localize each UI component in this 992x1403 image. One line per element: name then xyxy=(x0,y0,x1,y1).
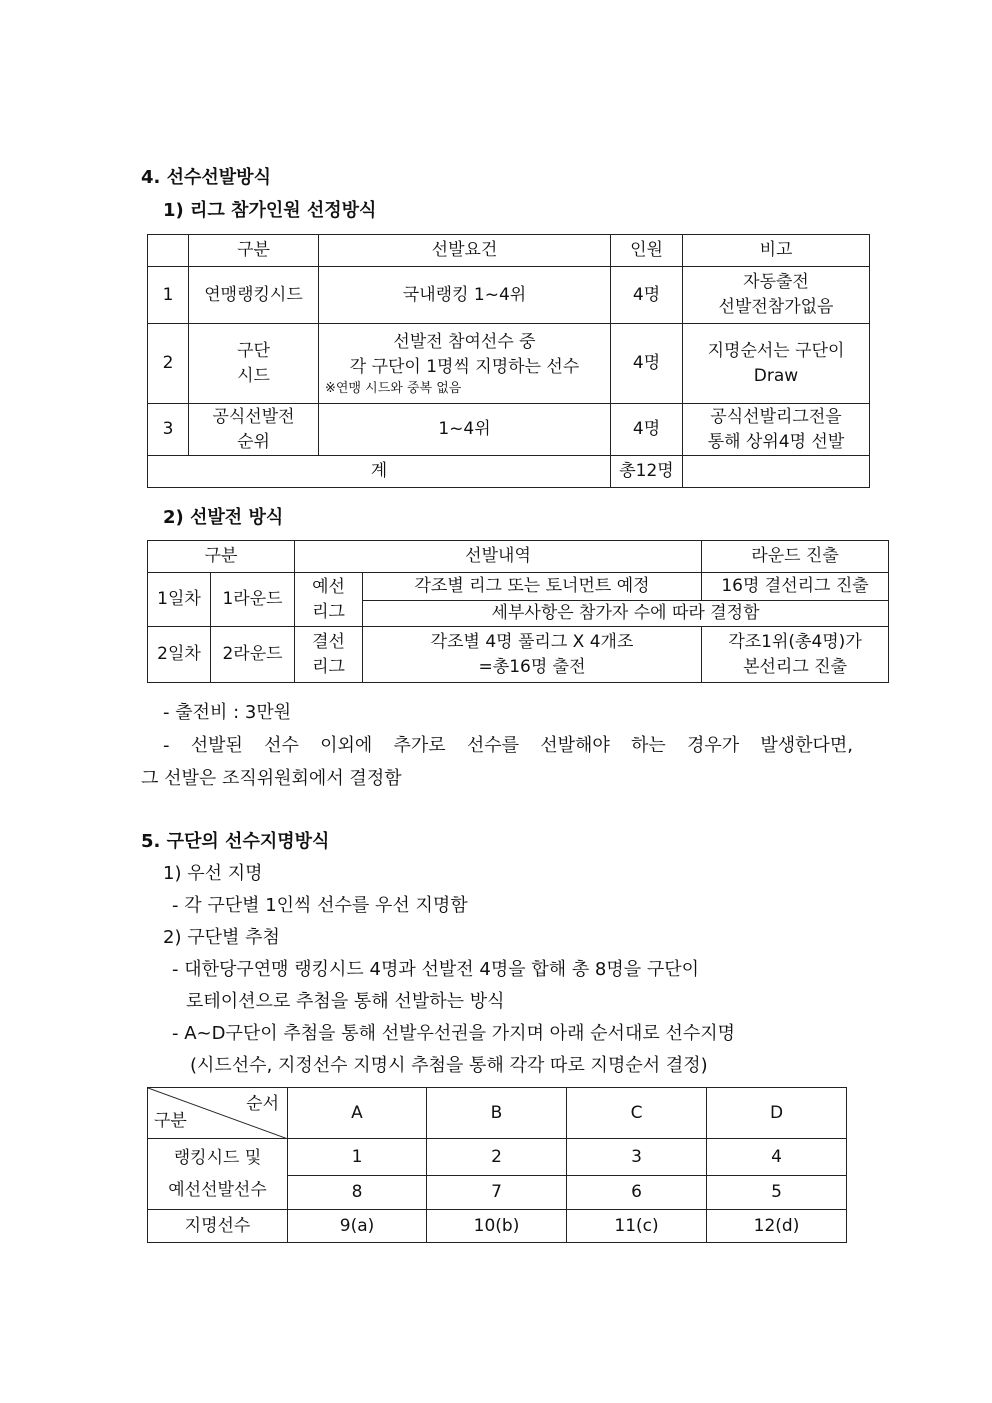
table-row xyxy=(148,456,870,488)
priority-pick-line: - 각 구단별 1인씩 선수를 우선 지명함 xyxy=(172,895,468,916)
draw-line-4: (시드선수, 지정선수 지명시 추첨을 통해 각각 따로 지명순서 결정) xyxy=(190,1055,708,1076)
requirement-footnote: ※연맹 시드와 중복 없음 xyxy=(325,380,462,396)
total-count: 총12명 xyxy=(611,456,683,488)
count-cell: 4명 xyxy=(611,404,683,456)
type-line: 리그 xyxy=(312,601,345,622)
note-line: Draw xyxy=(753,365,799,386)
extra-selection-note-cont: 그 선발은 조직위원회에서 결정함 xyxy=(141,768,402,789)
detail-line: =총16명 출전 xyxy=(478,656,586,677)
note-line: 자동출전 xyxy=(743,272,809,292)
table-row xyxy=(148,573,889,601)
section5-sub1: 1) 우선 지명 xyxy=(163,863,263,884)
requirement-cell: 국내랭킹 1~4위 xyxy=(319,267,611,324)
section5-sub2: 2) 구단별 추첨 xyxy=(163,927,280,948)
draft-order-table xyxy=(147,1087,847,1243)
category-cell xyxy=(189,404,319,456)
type-line: 리그 xyxy=(312,656,345,677)
detail-cell: 세부사항은 참가자 수에 따라 결정함 xyxy=(363,601,889,627)
note-line: 지명순서는 구단이 xyxy=(707,340,845,361)
header-cell xyxy=(148,235,189,267)
requirement-cell: 1~4위 xyxy=(319,404,611,456)
fee-note: - 출전비 : 3만원 xyxy=(163,702,292,723)
header-cell: 라운드 진출 xyxy=(702,541,889,573)
detail-line: 각조별 4명 풀리그 X 4개조 xyxy=(430,631,634,652)
corner-top-label: 순서 xyxy=(246,1094,279,1114)
order-cell: 7 xyxy=(427,1176,567,1210)
type-line: 예선 xyxy=(312,576,345,597)
category-cell: 연맹랭킹시드 xyxy=(189,267,319,324)
row-number: 1 xyxy=(148,267,189,324)
detail-cell: 각조별 리그 또는 토너먼트 예정 xyxy=(363,573,702,601)
header-cell: 비고 xyxy=(683,235,870,267)
order-cell: 8 xyxy=(288,1176,427,1210)
section4-title: 4. 선수선발방식 xyxy=(141,167,271,188)
order-cell: 2 xyxy=(427,1139,567,1176)
order-cell: 3 xyxy=(567,1139,707,1176)
draw-line-2: 로테이션으로 추첨을 통해 선발하는 방식 xyxy=(186,991,505,1012)
corner-bottom-label: 구분 xyxy=(154,1111,187,1131)
note-cell xyxy=(683,267,870,324)
column-header: D xyxy=(707,1088,847,1139)
order-cell: 5 xyxy=(707,1176,847,1210)
column-header: A xyxy=(288,1088,427,1139)
requirement-line: 각 구단이 1명씩 지명하는 선수 xyxy=(349,356,580,377)
advance-cell: 16명 결선리그 진출 xyxy=(702,573,889,601)
order-cell: 11(c) xyxy=(567,1210,707,1243)
row-number: 2 xyxy=(148,324,189,404)
column-header: B xyxy=(427,1088,567,1139)
advance-line: 본선리그 진출 xyxy=(743,656,847,677)
note-line: 통해 상위4명 선발 xyxy=(707,431,845,452)
type-cell xyxy=(295,627,363,683)
row-label-line: 랭킹시드 및 xyxy=(173,1148,262,1168)
section4-sub2: 2) 선발전 방식 xyxy=(163,507,284,528)
selection-table xyxy=(147,234,870,488)
category-line: 시드 xyxy=(237,365,270,386)
category-line: 순위 xyxy=(237,431,270,452)
header-cell: 선발요건 xyxy=(319,235,611,267)
total-label: 계 xyxy=(148,456,611,488)
requirement-line: 선발전 참여선수 중 xyxy=(393,331,536,352)
round-cell: 1라운드 xyxy=(211,573,295,627)
detail-cell xyxy=(363,627,702,683)
order-cell: 10(b) xyxy=(427,1210,567,1243)
column-header: C xyxy=(567,1088,707,1139)
table-row xyxy=(148,404,870,456)
advance-line: 각조1위(총4명)가 xyxy=(728,631,862,652)
note-line: 공식선발리그전을 xyxy=(710,406,842,427)
header-cell: 구분 xyxy=(189,235,319,267)
note-line: 선발전참가없음 xyxy=(718,297,834,317)
row-number: 3 xyxy=(148,404,189,456)
category-cell xyxy=(189,324,319,404)
order-cell: 12(d) xyxy=(707,1210,847,1243)
type-line: 결선 xyxy=(312,631,345,652)
table-row xyxy=(148,1088,847,1139)
table-row xyxy=(148,541,889,573)
count-cell: 4명 xyxy=(611,267,683,324)
header-cell: 선발내역 xyxy=(295,541,702,573)
table-row xyxy=(148,324,870,404)
table-row xyxy=(148,267,870,324)
count-cell: 4명 xyxy=(611,324,683,404)
order-cell: 1 xyxy=(288,1139,427,1176)
empty-cell xyxy=(683,456,870,488)
draw-line-1: - 대한당구연맹 랭킹시드 4명과 선발전 4명을 합해 총 8명을 구단이 xyxy=(172,959,700,980)
day-cell: 2일차 xyxy=(148,627,211,683)
table-row xyxy=(148,627,889,683)
category-line: 공식선발전 xyxy=(212,406,295,427)
order-cell: 9(a) xyxy=(288,1210,427,1243)
order-cell: 4 xyxy=(707,1139,847,1176)
round-cell: 2라운드 xyxy=(211,627,295,683)
order-cell: 6 xyxy=(567,1176,707,1210)
row-label: 지명선수 xyxy=(148,1210,288,1243)
category-line: 구단 xyxy=(237,340,270,361)
qualifier-table xyxy=(147,540,889,683)
section5-title: 5. 구단의 선수지명방식 xyxy=(141,831,330,852)
table-row xyxy=(148,235,870,267)
note-cell xyxy=(683,404,870,456)
type-cell xyxy=(295,573,363,627)
header-cell: 인원 xyxy=(611,235,683,267)
header-cell: 구분 xyxy=(148,541,295,573)
row-label-line: 예선선발선수 xyxy=(168,1180,267,1200)
row-label xyxy=(148,1139,288,1210)
corner-cell xyxy=(148,1088,288,1139)
table-row xyxy=(148,1139,847,1176)
draw-line-3: - A~D구단이 추첨을 통해 선발우선권을 가지며 아래 순서대로 선수지명 xyxy=(172,1023,735,1044)
section4-sub1: 1) 리그 참가인원 선정방식 xyxy=(163,200,377,221)
advance-cell xyxy=(702,627,889,683)
table-row xyxy=(148,1210,847,1243)
day-cell: 1일차 xyxy=(148,573,211,627)
requirement-cell xyxy=(319,324,611,404)
extra-selection-note: - 선발된 선수 이외에 추가로 선수를 선발해야 하는 경우가 발생한다면, xyxy=(163,735,853,756)
note-cell xyxy=(683,324,870,404)
